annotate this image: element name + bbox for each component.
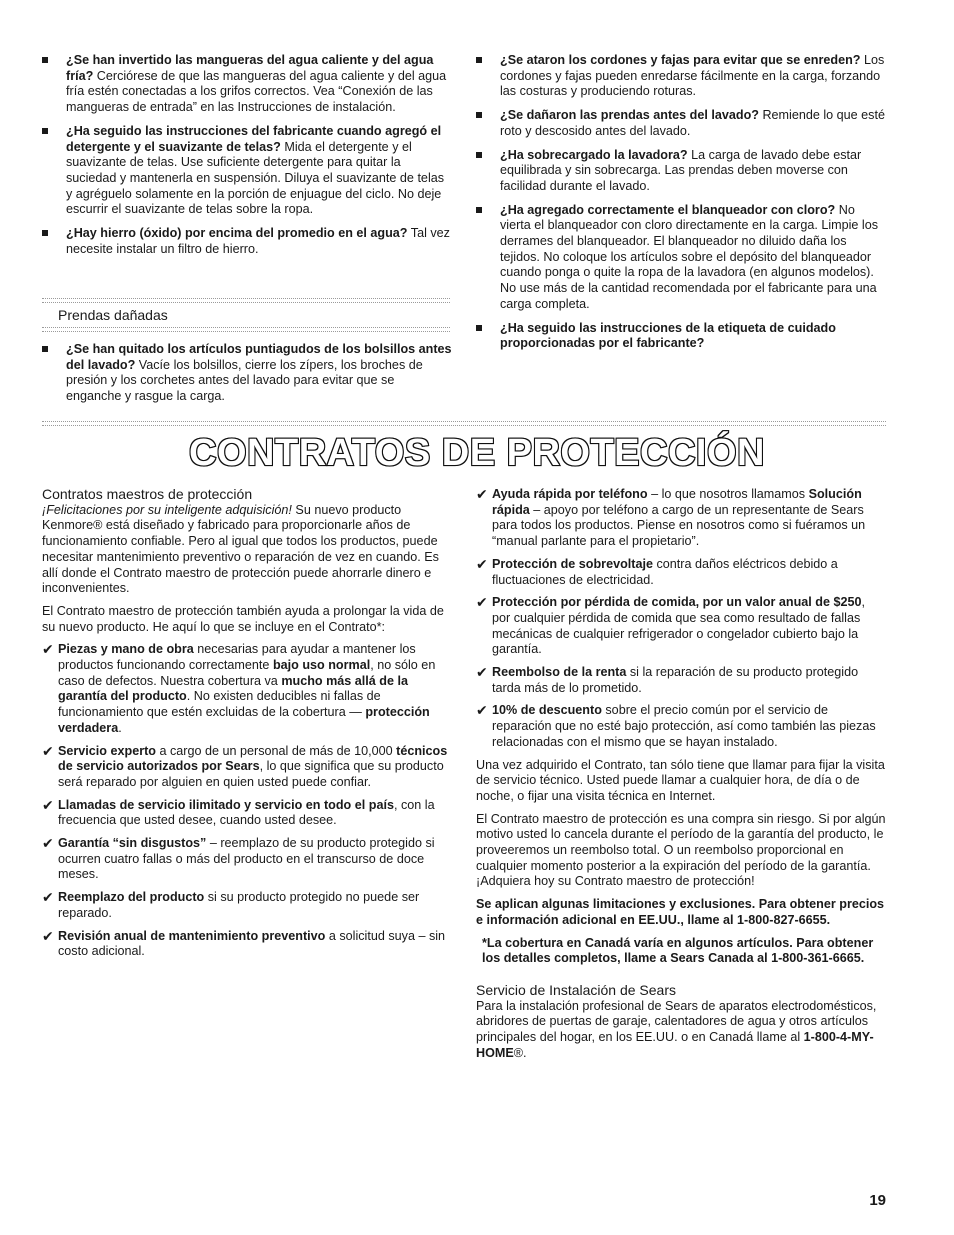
bold-notice-canada: *La cobertura en Canadá varía en algunos artículos. Para obtener los detalles completos, llame a Sears Canada al 1-800-361-6665. — [482, 935, 874, 966]
check-list-item: ✔ Piezas y mano de obra necesarias para ayudar a mantener los productos funcionando correctamente bajo uso normal, no sólo en caso de defectos. Nuestra cobertura va mucho más allá de la garantía del producto. No existen deducibles ni fallas de funcionamiento que estén excluidas de la cobertura — protección verdadera. — [42, 641, 436, 735]
install-paragraph: Para la instalación profesional de Sears de aparatos electrodomésticos, abridores de puertas de garaje, calentadores de agua y otros artículos principales del hogar, en los EE.UU. o en Canadá llame al 1-800-4-MY-HOME®. — [476, 998, 877, 1060]
section-divider — [42, 421, 886, 426]
checkmark-icon: ✔ — [476, 702, 488, 719]
list-item: ¿Se dañaron las prendas antes del lavado? Remiende lo que esté roto y descosido antes del lavado. — [476, 108, 886, 139]
top-right-column — [476, 53, 886, 360]
bold-notice: Se aplican algunas limitaciones y exclusiones. Para obtener precios e información adicional en EE.UU., llame al 1-800-827-6655. — [476, 897, 885, 927]
bullet-icon — [42, 230, 48, 236]
list-item: ¿Hay hierro (óxido) por encima del promedio en el agua? Tal vez necesite instalar un filtro de hierro. — [42, 226, 452, 257]
checkmark-icon: ✔ — [42, 641, 54, 658]
checkmark-icon: ✔ — [42, 835, 54, 852]
section-divider — [42, 298, 450, 303]
paragraph: El Contrato maestro de protección también ayuda a prolongar la vida de su nuevo producto. He aquí lo que se incluye en el Contrato*: — [42, 603, 444, 634]
checkmark-icon: ✔ — [476, 486, 488, 502]
bullet-icon — [476, 57, 482, 63]
check-list-item: ✔ Reembolso de la renta si la reparación de su producto protegido tarda más de lo prometido. — [476, 664, 859, 695]
page-title: CONTRATOS DE PROTECCIÓN — [189, 432, 765, 474]
check-list-item: ✔ Protección de sobrevoltaje contra daños eléctricos debido a fluctuaciones de electricidad. — [476, 555, 838, 587]
bullet-icon — [42, 346, 48, 352]
page-number: 19 — [869, 1192, 886, 1209]
section-heading: Servicio de Instalación de Sears — [476, 981, 676, 998]
list-item: ¿Se han invertido las mangueras del agua caliente y del agua fría? Cerciórese de que las mangueras del agua caliente y del agua fría estén conectadas a los grifos correctos. Vea “Conexión de las mangueras de entrada” en las Instrucciones de instalación. — [42, 53, 452, 116]
checkmark-icon: ✔ — [476, 594, 488, 611]
list-item: ¿Ha sobrecargado la lavadora? La carga de lavado debe estar equilibrada y sin sobrecarga. Las prendas deben moverse con facilidad durante el lavado. — [476, 148, 886, 195]
bullet-icon — [42, 57, 48, 63]
list-item: ¿Ha seguido las instrucciones del fabricante cuando agregó el detergente y el suavizante de telas? Mida el detergente y el suavizante de telas. Use suficiente detergente para quitar la suciedad y mantenerla en suspensión. Diluya el suavizante de telas y agréguelo solamente en la porción de enjuague del ciclo. No deje escurrir el suavizante de telas sobre la ropa. — [42, 124, 452, 218]
checkmark-icon: ✔ — [476, 555, 488, 572]
check-list-item: ✔ Reemplazo del producto si su producto protegido no puede ser reparado. — [42, 889, 420, 920]
list-item: ¿Ha agregado correctamente el blanqueador con cloro? No vierta el blanqueador con cloro directamente en la carga. Limpie los derrames del blanqueador. El blanqueador no diluido daña los tejidos. No coloque los artículos sobre el depósito del blanqueador cuando ponga o quite la ropa de la lavadora (en algunos modelos). No use más de la cantidad recomendada por el fabricante para una carga completa. — [476, 203, 886, 313]
top-left-column — [42, 53, 452, 265]
list-item: ¿Se ataron los cordones y fajas para evitar que se enreden? Los cordones y fajas pueden enredarse fácilmente en la carga, forzando las costuras y produciendo roturas. — [476, 53, 886, 100]
paragraph: Una vez adquirido el Contrato, tan sólo tiene que llamar para fijar la visita de servicio técnico. Usted puede llamar a cualquier hora, de día o de noche, o fijar una visita técnica en Internet. — [476, 757, 885, 803]
checkmark-icon: ✔ — [42, 742, 54, 759]
check-list-item: ✔ Garantía “sin disgustos” – reemplazo de su producto protegido si ocurren cuatro fallas o más del producto en el transcurso de doce meses. — [42, 835, 435, 882]
bullet-icon — [476, 207, 482, 213]
bullet-icon — [42, 128, 48, 134]
checkmark-icon: ✔ — [476, 664, 488, 681]
bottom-right-column — [476, 487, 886, 1069]
bullet-icon — [476, 112, 482, 118]
subheading-damaged-garments: Prendas dañadas — [58, 307, 168, 323]
check-list-item: ✔ Ayuda rápida por teléfono – lo que nosotros llamamos Solución rápida – apoyo por teléfono a cargo de un representante de Sears para todos los productos. Piense en nosotros como si fuéramos un “manual parlante para el propietario”. — [476, 486, 866, 549]
checkmark-icon: ✔ — [42, 796, 54, 813]
section-heading: Contratos maestros de protección — [42, 486, 253, 502]
bullet-icon — [476, 152, 482, 158]
check-list-item: ✔ Protección por pérdida de comida, por un valor anual de $250, por cualquier pérdida de comida que sea como resultado de fallas mecánicas de cualquier refrigerador o congelador cubierto bajo la garantía. — [476, 594, 866, 657]
bottom-left-column — [42, 487, 452, 967]
section-divider — [42, 327, 450, 332]
damaged-garments-list — [42, 342, 452, 413]
check-list-item: ✔ Llamadas de servicio ilimitado y servicio en todo el país, con la frecuencia que usted desee, cuando usted desee. — [42, 796, 435, 828]
check-list-item: ✔ 10% de descuento sobre el precio común por el servicio de reparación que no esté bajo protección, así como también las piezas relacionadas con el mismo que se hayan instalado. — [476, 702, 876, 749]
check-list-item: ✔ Revisión anual de mantenimiento preventivo a solicitud suya – sin costo adicional. — [42, 927, 446, 959]
check-list-item: ✔ Servicio experto a cargo de un personal de más de 10,000 técnicos de servicio autorizados por Sears, lo que significa que su producto será reparado por alguien en quien usted puede confiar. — [42, 742, 448, 789]
bullet-icon — [476, 325, 482, 331]
list-item: ¿Se han quitado los artículos puntiagudos de los bolsillos antes del lavado? Vacíe los bolsillos, cierre los zípers, los broches de presión y los corchetes antes del lavado para evitar que se enganche y rasgue la carga. — [42, 342, 452, 405]
checkmark-icon: ✔ — [42, 889, 54, 906]
paragraph: El Contrato maestro de protección es una compra sin riesgo. Si por algún motivo usted lo cancela durante el período de la garantía del producto, le proveeremos un reembolso total. O un reembolso proporcional en cualquier momento posterior a la expiración del período de la garantía. ¡Adquiera hoy su Contrato maestro de protección! — [476, 811, 886, 889]
intro-paragraph: ¡Felicitaciones por su inteligente adquisición! Su nuevo producto Kenmore® está diseñado y fabricado para proporcionarle años de funcionamiento confiable. Pero al igual que todos los productos, puede necesitar mantenimiento preventivo o reparación de vez en cuando. Es allí donde el Contrato maestro de protección puede ahorrarle dinero e inconvenientes. — [42, 502, 439, 596]
checkmark-icon: ✔ — [42, 927, 54, 944]
list-item: ¿Ha seguido las instrucciones de la etiqueta de cuidado proporcionadas por el fabricante? — [476, 321, 886, 352]
